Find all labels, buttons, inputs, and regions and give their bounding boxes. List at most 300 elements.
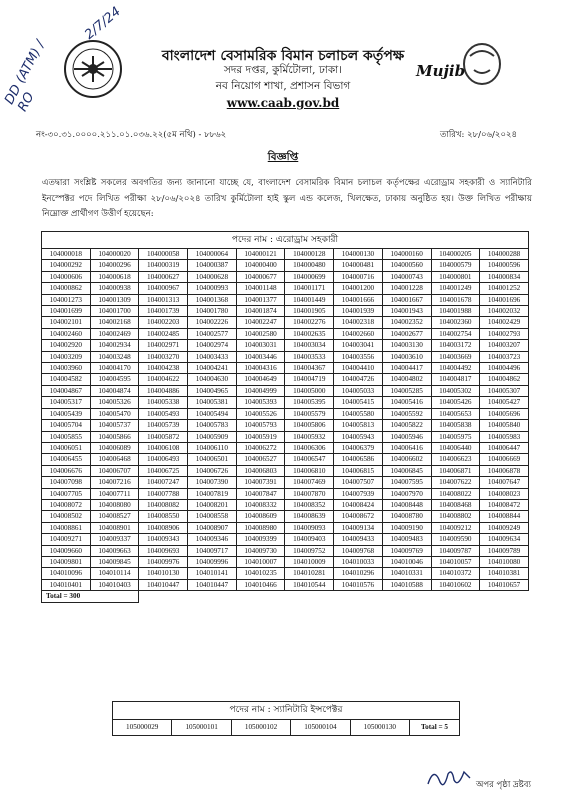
org-address: সদর দপ্তর, কুর্মিটোলা, ঢাকা।	[223, 64, 342, 76]
table-cell: 104008780	[382, 511, 431, 522]
table-cell: 104009768	[334, 545, 383, 556]
table-cell: 104005416	[382, 397, 431, 408]
table-cell: 104008550	[139, 511, 188, 522]
table-cell: 104009976	[139, 556, 188, 567]
table-row	[42, 556, 529, 567]
table-cell: 104010235	[236, 568, 285, 579]
table-cell: 104006602	[382, 454, 431, 465]
table-cell: 104002469	[90, 328, 139, 339]
table-cell: 104006725	[139, 465, 188, 476]
table-cell: 104006089	[90, 442, 139, 453]
table-row	[42, 579, 529, 590]
table-cell: 104010576	[334, 579, 383, 590]
table-cell: 104001739	[139, 306, 188, 317]
table-cell: 104010296	[334, 568, 383, 579]
table-row	[42, 294, 529, 305]
table-cell: 104003031	[236, 340, 285, 351]
table-cell: 104002203	[139, 317, 188, 328]
table-cell: 104005919	[236, 431, 285, 442]
table-cell: 104002660	[334, 328, 383, 339]
table-cell: 104003041	[334, 340, 383, 351]
table-cell: 105000102	[231, 720, 290, 736]
table-cell: 104008424	[334, 499, 383, 510]
table-cell: 104003207	[480, 340, 529, 351]
table-cell: 104000400	[236, 260, 285, 271]
table-cell: 104007970	[382, 488, 431, 499]
table-cell: 104007647	[480, 477, 529, 488]
table-cell: 104001252	[480, 283, 529, 294]
table-row	[42, 397, 529, 408]
table-cell: 104008022	[431, 488, 480, 499]
table-cell: 104005704	[42, 420, 91, 431]
table-cell: 104006051	[42, 442, 91, 453]
table-cell: 104005000	[285, 385, 334, 396]
table-row	[42, 568, 529, 579]
table-cell: 104009752	[285, 545, 334, 556]
table-cell: 104006810	[285, 465, 334, 476]
table-cell: 104000292	[42, 260, 91, 271]
table-cell: 104002247	[236, 317, 285, 328]
table-cell: 104007391	[236, 477, 285, 488]
website-link[interactable]: www.caab.gov.bd	[226, 96, 340, 110]
table-cell: 104006468	[90, 454, 139, 465]
table-cell: 104003209	[42, 351, 91, 362]
table-cell: 104000560	[382, 260, 431, 271]
table-cell: 104005526	[236, 408, 285, 419]
table-cell: 104002577	[188, 328, 237, 339]
table-cell: 104007788	[139, 488, 188, 499]
table-cell: 104002226	[188, 317, 237, 328]
table-cell: 104005737	[90, 420, 139, 431]
table-cell: 104007247	[139, 477, 188, 488]
table-cell: 104009996	[188, 556, 237, 567]
table-cell: 104005317	[42, 397, 91, 408]
table-cell: 104005381	[188, 397, 237, 408]
mujib-logo-text: Mujib	[416, 62, 466, 80]
table-cell: 104004726	[334, 374, 383, 385]
table-cell: 104001905	[285, 306, 334, 317]
table-cell: 104006108	[139, 442, 188, 453]
table-cell: 104005393	[236, 397, 285, 408]
table-cell: 104010033	[334, 556, 383, 567]
table-cell: 104002974	[188, 340, 237, 351]
table-cell: 104008609	[236, 511, 285, 522]
table-row	[42, 545, 529, 556]
table-cell: 104008082	[139, 499, 188, 510]
table-row	[42, 499, 529, 510]
table-cell: 104005338	[139, 397, 188, 408]
table-cell: 104008861	[42, 522, 91, 533]
table-cell: 104009693	[139, 545, 188, 556]
table-cell: 104002677	[382, 328, 431, 339]
table-cell: 104006878	[480, 465, 529, 476]
table-cell: 104001699	[42, 306, 91, 317]
table-cell: 104006379	[334, 442, 383, 453]
table-cell: 104000716	[334, 271, 383, 282]
table-row	[42, 477, 529, 488]
table-cell: 104009730	[236, 545, 285, 556]
aerodrome-post-title: পদের নাম : এরোড্রাম সহকারী	[42, 232, 529, 249]
table-cell: 104004862	[480, 374, 529, 385]
table-cell: 104005855	[42, 431, 91, 442]
table-cell: 104003960	[42, 363, 91, 374]
table-cell: 104001678	[431, 294, 480, 305]
table-row	[42, 454, 529, 465]
table-row	[42, 442, 529, 453]
table-cell: 104002429	[480, 317, 529, 328]
table-cell: 104010057	[431, 556, 480, 567]
table-cell: 104000160	[382, 249, 431, 260]
table-cell: 104000618	[90, 271, 139, 282]
table-cell: 104004649	[236, 374, 285, 385]
table-cell: 104006547	[285, 454, 334, 465]
table-cell: 104009249	[480, 522, 529, 533]
table-cell: 104009337	[90, 534, 139, 545]
table-cell: 104005872	[139, 431, 188, 442]
table-cell: 104010141	[188, 568, 237, 579]
table-cell: 104006447	[480, 442, 529, 453]
table-cell: 104009801	[42, 556, 91, 567]
table-cell: 104000801	[431, 271, 480, 282]
table-row	[42, 351, 529, 362]
table-cell: 104004802	[382, 374, 431, 385]
table-cell: 104005439	[42, 408, 91, 419]
table-cell: 104001313	[139, 294, 188, 305]
table-cell: 104005493	[139, 408, 188, 419]
table-cell: 104008080	[90, 499, 139, 510]
table-cell: 104004170	[90, 363, 139, 374]
table-cell: 104004417	[382, 363, 431, 374]
table-cell: 104004595	[90, 374, 139, 385]
table-cell: 104010281	[285, 568, 334, 579]
table-cell: 104004999	[236, 385, 285, 396]
table-cell: 104006493	[139, 454, 188, 465]
table-cell: 105000104	[291, 720, 350, 736]
table-cell: 104006803	[236, 465, 285, 476]
table-cell: 104005592	[382, 408, 431, 419]
table-cell: 104005415	[334, 397, 383, 408]
table-cell: 104010009	[285, 556, 334, 567]
table-row	[42, 385, 529, 396]
table-cell: 104009634	[480, 534, 529, 545]
table-cell: 104002920	[42, 340, 91, 351]
table-cell: 104005983	[480, 431, 529, 442]
table-cell: 104000018	[42, 249, 91, 260]
table-cell: 104003270	[139, 351, 188, 362]
table-cell: 104005579	[285, 408, 334, 419]
table-cell: 104003533	[285, 351, 334, 362]
table-cell: 104001700	[90, 306, 139, 317]
table-cell: 104007870	[285, 488, 334, 499]
table-cell: 104007705	[42, 488, 91, 499]
table-cell: 104004496	[480, 363, 529, 374]
table-cell: 104009845	[90, 556, 139, 567]
table-cell: 104000205	[431, 249, 480, 260]
table-cell: 104002635	[285, 328, 334, 339]
table-cell: 104002971	[139, 340, 188, 351]
table-cell: 104001171	[285, 283, 334, 294]
org-section: নব নিয়োগ শাখা, প্রশাসন বিভাগ	[215, 80, 351, 92]
table-cell: 104004316	[236, 363, 285, 374]
table-cell: 104004410	[334, 363, 383, 374]
table-cell: 104007939	[334, 488, 383, 499]
table-row	[42, 522, 529, 533]
table-cell: 104002580	[236, 328, 285, 339]
table-cell: 104006871	[431, 465, 480, 476]
table-cell: 104000993	[188, 283, 237, 294]
table-cell: 104005932	[285, 431, 334, 442]
table-cell: 104006623	[431, 454, 480, 465]
table-cell: 104005822	[382, 420, 431, 431]
table-cell: 104008527	[90, 511, 139, 522]
table-cell: 104008844	[480, 511, 529, 522]
table-cell: 104005838	[431, 420, 480, 431]
table-cell: 104005739	[139, 420, 188, 431]
table-cell: 104000834	[480, 271, 529, 282]
table-cell: 104003433	[188, 351, 237, 362]
sanitary-total: Total = 5	[410, 720, 460, 736]
table-cell: 104006440	[431, 442, 480, 453]
table-cell: 104002276	[285, 317, 334, 328]
table-cell: 104003446	[236, 351, 285, 362]
table-cell: 104005494	[188, 408, 237, 419]
table-row	[42, 340, 529, 351]
table-cell: 104009660	[42, 545, 91, 556]
table-row	[42, 306, 529, 317]
table-cell: 104010080	[480, 556, 529, 567]
table-cell: 104008639	[285, 511, 334, 522]
table-cell: 104005302	[431, 385, 480, 396]
table-cell: 104008502	[42, 511, 91, 522]
table-cell: 104000058	[139, 249, 188, 260]
table-cell: 104009346	[188, 534, 237, 545]
table-cell: 104005866	[90, 431, 139, 442]
table-cell: 104004367	[285, 363, 334, 374]
table-cell: 104007622	[431, 477, 480, 488]
table-cell: 104004817	[431, 374, 480, 385]
table-row	[42, 374, 529, 385]
table-cell: 104008980	[236, 522, 285, 533]
table-cell: 104001200	[334, 283, 383, 294]
table-cell: 104002793	[480, 328, 529, 339]
table-cell: 104005806	[285, 420, 334, 431]
table-cell: 104003172	[431, 340, 480, 351]
table-cell: 104000627	[139, 271, 188, 282]
table-cell: 104008558	[188, 511, 237, 522]
table-cell: 104008906	[139, 522, 188, 533]
table-cell: 104010403	[90, 579, 139, 590]
table-cell: 104005307	[480, 385, 529, 396]
table-cell: 104000606	[42, 271, 91, 282]
table-cell: 104001148	[236, 283, 285, 294]
table-cell: 104000020	[90, 249, 139, 260]
table-cell: 104010096	[42, 568, 91, 579]
table-cell: 104009399	[236, 534, 285, 545]
table-cell: 104000064	[188, 249, 237, 260]
table-row	[42, 408, 529, 419]
sanitary-results-table	[112, 701, 460, 736]
table-cell: 104010401	[42, 579, 91, 590]
table-cell: 104006501	[188, 454, 237, 465]
table-cell: 104001449	[285, 294, 334, 305]
table-cell: 104008907	[188, 522, 237, 533]
table-cell: 104003248	[90, 351, 139, 362]
table-cell: 104007711	[90, 488, 139, 499]
table-cell: 104000596	[480, 260, 529, 271]
table-cell: 104010331	[382, 568, 431, 579]
table-cell: 104009271	[42, 534, 91, 545]
handwritten-note: DD (ATM) / RO	[2, 38, 49, 115]
table-cell: 104010466	[236, 579, 285, 590]
total-row	[42, 591, 529, 602]
table-cell: 104000677	[236, 271, 285, 282]
table-cell: 104008472	[480, 499, 529, 510]
table-cell: 104006815	[334, 465, 383, 476]
table-cell: 104010447	[188, 579, 237, 590]
aerodrome-results-table	[41, 231, 529, 603]
table-cell: 104006669	[480, 454, 529, 465]
table-cell: 104000699	[285, 271, 334, 282]
table-cell: 104002352	[382, 317, 431, 328]
table-cell: 104000121	[236, 249, 285, 260]
table-cell: 104005395	[285, 397, 334, 408]
table-cell: 104005427	[480, 397, 529, 408]
sanitary-post-title: পদের নাম : স্যানিটারি ইন্সপেক্টর	[113, 702, 460, 720]
table-cell: 104002460	[42, 328, 91, 339]
table-cell: 104005033	[334, 385, 383, 396]
table-cell: 104000288	[480, 249, 529, 260]
table-cell: 104010046	[382, 556, 431, 567]
table-cell: 104008332	[236, 499, 285, 510]
table-cell: 104001943	[382, 306, 431, 317]
table-cell: 104000967	[139, 283, 188, 294]
aerodrome-total: Total = 300	[42, 591, 139, 602]
table-cell: 104004719	[285, 374, 334, 385]
table-cell: 104005793	[236, 420, 285, 431]
table-cell: 104010447	[139, 579, 188, 590]
table-row	[42, 271, 529, 282]
notice-body: এতদ্বারা সংশ্লিষ্ট সকলের অবগতির জন্য জানানো যাচ্ছে যে, বাংলাদেশ বেসামরিক বিমান চলাচল কর্তৃপক্ষের এরোড্রাম সহকারী ও স্যানিটারি ইনস্পেক্টর পদে লিখিত পরীক্ষা ২৮/০৬/২০২৪ তারিখ কুর্মিটোলা হাই স্কুল এন্ড কলেজ, খিলক্ষেত, ঢাকায় অনুষ্ঠিত হয়। উক্ত লিখিত পরীক্ষায় নিম্নোক্ত প্রার্থীগণ উত্তীর্ণ হয়েছেন:	[42, 178, 532, 219]
table-cell: 104009343	[139, 534, 188, 545]
table-row	[42, 431, 529, 442]
table-cell: 104008023	[480, 488, 529, 499]
table-cell: 104000128	[285, 249, 334, 260]
table-cell: 104002101	[42, 317, 91, 328]
table-cell: 104003556	[334, 351, 383, 362]
table-cell: 104005975	[431, 431, 480, 442]
table-cell: 104006272	[236, 442, 285, 453]
table-cell: 104008802	[431, 511, 480, 522]
table-cell: 104004241	[188, 363, 237, 374]
table-cell: 104007595	[382, 477, 431, 488]
table-cell: 104003034	[285, 340, 334, 351]
table-cell: 104007507	[334, 477, 383, 488]
table-cell: 104002754	[431, 328, 480, 339]
table-cell: 104009663	[90, 545, 139, 556]
table-cell: 104006306	[285, 442, 334, 453]
org-name: বাংলাদেশ বেসামরিক বিমান চলাচল কর্তৃপক্ষ	[161, 48, 405, 64]
table-row	[42, 534, 529, 545]
table-cell: 104000579	[431, 260, 480, 271]
table-cell: 104004238	[139, 363, 188, 374]
table-cell: 104000480	[285, 260, 334, 271]
table-cell: 104005840	[480, 420, 529, 431]
table-cell: 104010381	[480, 568, 529, 579]
table-cell: 104002485	[139, 328, 188, 339]
table-cell: 104009433	[334, 534, 383, 545]
table-cell: 104001939	[334, 306, 383, 317]
table-cell: 104001228	[382, 283, 431, 294]
table-cell: 104000938	[90, 283, 139, 294]
table-cell: 104005943	[334, 431, 383, 442]
table-row	[42, 511, 529, 522]
table-cell: 104006455	[42, 454, 91, 465]
table-cell: 104000481	[334, 260, 383, 271]
table-cell: 104006416	[382, 442, 431, 453]
table-cell: 104001377	[236, 294, 285, 305]
table-cell: 104002168	[90, 317, 139, 328]
table-cell: 104001666	[334, 294, 383, 305]
table-cell: 104007098	[42, 477, 91, 488]
table-cell: 104004582	[42, 374, 91, 385]
table-cell: 104005653	[431, 408, 480, 419]
table-cell: 104008201	[188, 499, 237, 510]
table-cell: 104000743	[382, 271, 431, 282]
table-cell: 104000296	[90, 260, 139, 271]
table-cell: 104008448	[382, 499, 431, 510]
table-cell: 104006707	[90, 465, 139, 476]
table-cell: 104009093	[285, 522, 334, 533]
table-cell: 104003723	[480, 351, 529, 362]
table-cell: 104000862	[42, 283, 91, 294]
table-cell: 104010588	[382, 579, 431, 590]
table-cell: 104006726	[188, 465, 237, 476]
table-cell: 104005946	[382, 431, 431, 442]
table-cell: 104004622	[139, 374, 188, 385]
table-cell: 104009717	[188, 545, 237, 556]
table-cell: 104010544	[285, 579, 334, 590]
table-cell: 104009787	[431, 545, 480, 556]
table-cell: 104005426	[431, 397, 480, 408]
table-cell: 104004867	[42, 385, 91, 396]
table-cell: 104004492	[431, 363, 480, 374]
table-cell: 104004874	[90, 385, 139, 396]
table-cell: 104009769	[382, 545, 431, 556]
signature	[424, 764, 472, 792]
table-cell: 104002318	[334, 317, 383, 328]
table-cell: 104007847	[236, 488, 285, 499]
table-cell: 104004886	[139, 385, 188, 396]
table-row	[42, 328, 529, 339]
table-cell: 104002360	[431, 317, 480, 328]
table-row	[42, 317, 529, 328]
table-cell: 104003669	[431, 351, 480, 362]
table-cell: 105000130	[350, 720, 409, 736]
table-cell: 104009190	[382, 522, 431, 533]
table-cell: 104010602	[431, 579, 480, 590]
table-cell: 104002934	[90, 340, 139, 351]
table-row	[42, 249, 529, 260]
table-cell: 104009134	[334, 522, 383, 533]
table-cell: 104005326	[90, 397, 139, 408]
memo-number: নং-৩০.৩১.০০০০.২১১.০১.০৩৬.২২(৫ম নথি) - ৮৮৬২	[36, 130, 227, 140]
table-cell: 104008072	[42, 499, 91, 510]
table-cell: 104004630	[188, 374, 237, 385]
table-cell: 104008352	[285, 499, 334, 510]
table-cell: 104002032	[480, 306, 529, 317]
table-cell: 104005783	[188, 420, 237, 431]
notice-title: বিজ্ঞপ্তি	[267, 151, 299, 163]
